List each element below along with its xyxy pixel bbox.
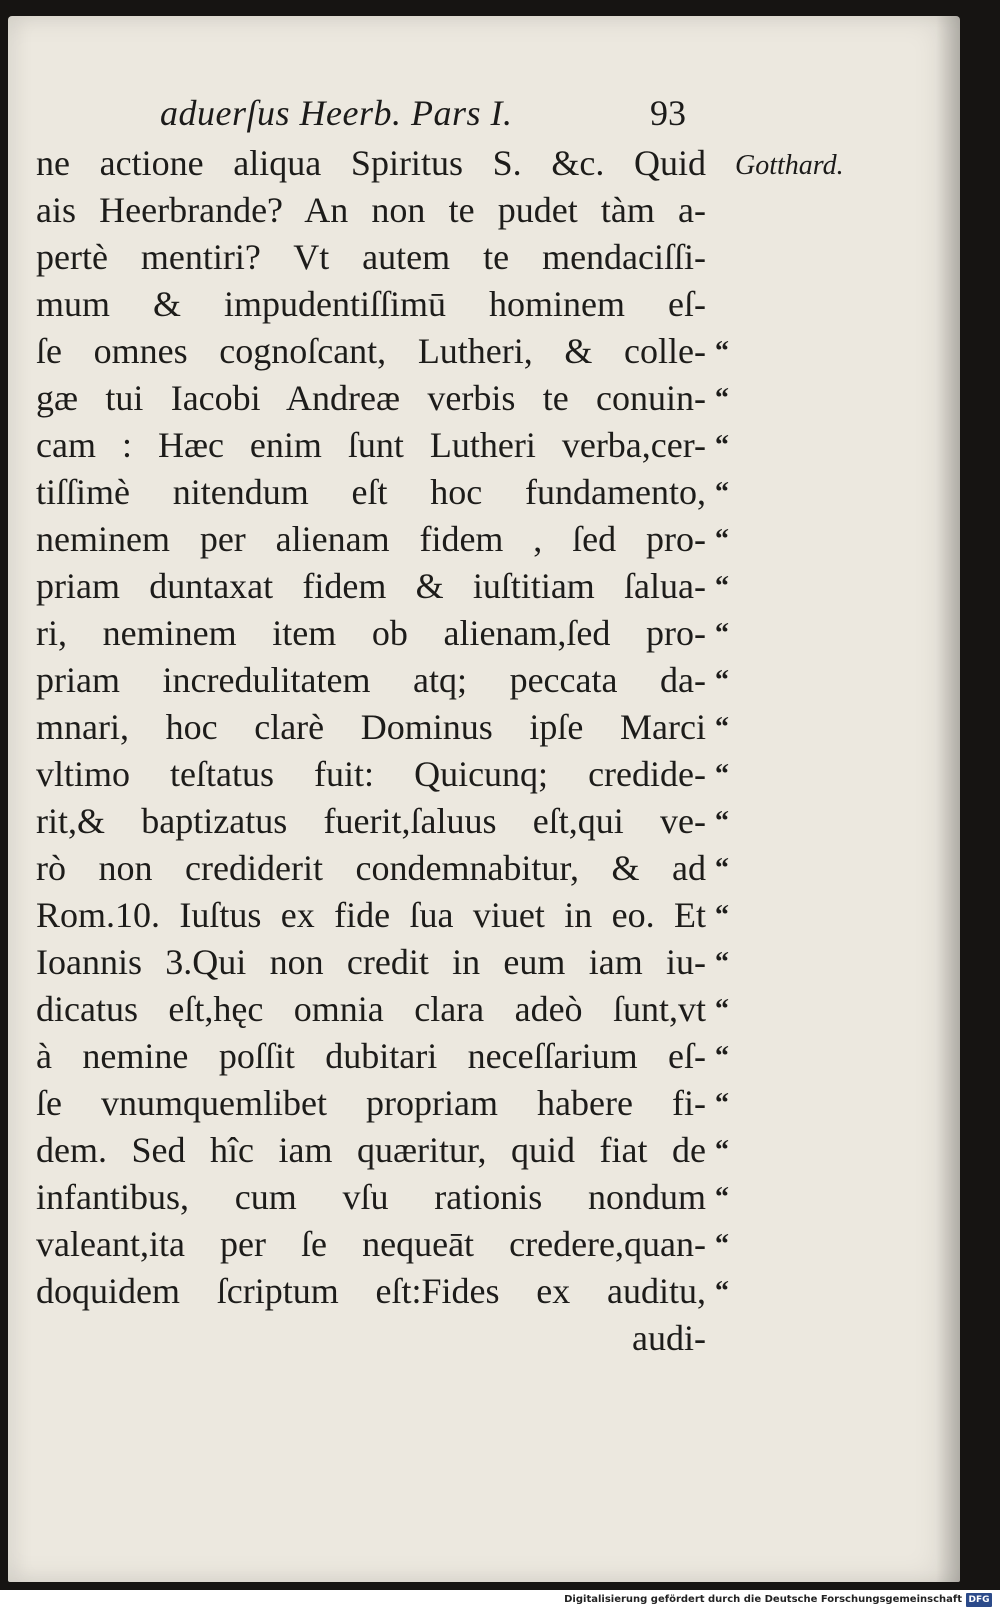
quotation-mark: “ [715, 383, 729, 414]
page-edge-shadow [936, 16, 960, 1582]
funding-credit: Digitalisierung gefördert durch die Deutsche Forschungsgemeinschaft [564, 1594, 962, 1605]
quotation-mark: “ [715, 1088, 729, 1119]
text-line: ri, neminem item ob alienam,ſed pro- [36, 613, 706, 653]
quotation-mark: “ [715, 571, 729, 602]
catchword: audi- [632, 1318, 706, 1358]
quotation-mark: “ [715, 618, 729, 649]
quotation-mark [715, 234, 755, 281]
text-line: infantibus, cum vſu rationis nondum [36, 1177, 706, 1217]
quotation-mark: “ [715, 665, 729, 696]
text-line: cam : Hæc enim ſunt Lutheri verba,cer- [36, 425, 706, 465]
text-line: rit,& baptizatus fuerit,ſaluus eſt,qui ve- [36, 801, 706, 841]
quotation-mark: “ [715, 1276, 729, 1307]
text-line: valeant,ita per ſe nequeāt credere,quan- [36, 1224, 706, 1264]
footer-bar [0, 1590, 1000, 1613]
text-line: rò non crediderit condemnabitur, & ad [36, 848, 706, 888]
quotation-mark: “ [715, 336, 729, 367]
quotation-marks-column [715, 140, 755, 1315]
page-number: 93 [650, 93, 686, 133]
quotation-mark [715, 140, 755, 187]
text-line: neminem per alienam fidem , ſed pro- [36, 519, 706, 559]
quotation-mark: “ [715, 712, 729, 743]
quotation-mark: “ [715, 524, 729, 555]
text-line: pertè mentiri? Vt autem te mendaciſſi- [36, 237, 706, 277]
body-text [36, 140, 706, 1362]
text-line: Rom.10. Iuſtus ex fide ſua viuet in eo. Et [36, 895, 706, 935]
running-title: aduerſus Heerb. Pars I. [160, 93, 513, 133]
quotation-mark: “ [715, 900, 729, 931]
quotation-mark: “ [715, 430, 729, 461]
text-line: Ioannis 3.Qui non credit in eum iam iu- [36, 942, 706, 982]
quotation-mark [715, 187, 755, 234]
quotation-mark: “ [715, 759, 729, 790]
quotation-mark: “ [715, 1229, 729, 1260]
text-line: ſe omnes cognoſcant, Lutheri, & colle- [36, 331, 706, 371]
quotation-mark: “ [715, 806, 729, 837]
text-line: priam incredulitatem atq; peccata da- [36, 660, 706, 700]
text-line: ſe vnumquemlibet propriam habere fi- [36, 1083, 706, 1123]
text-line: mnari, hoc clarè Dominus ipſe Marci [36, 707, 706, 747]
dfg-logo: DFG [966, 1593, 992, 1607]
quotation-mark: “ [715, 853, 729, 884]
text-line: priam duntaxat fidem & iuſtitiam ſalua- [36, 566, 706, 606]
text-line: ne actione aliqua Spiritus S. &c. Quid [36, 143, 706, 183]
quotation-mark: “ [715, 1041, 729, 1072]
text-line: ais Heerbrande? An non te pudet tàm a- [36, 190, 706, 230]
text-line: doquidem ſcriptum eſt:Fides ex auditu, [36, 1271, 706, 1311]
text-line: dem. Sed hîc iam quæritur, quid fiat de [36, 1130, 706, 1170]
quotation-mark: “ [715, 994, 729, 1025]
quotation-mark: “ [715, 1182, 729, 1213]
marginal-note: Gotthard. [735, 150, 844, 181]
text-line: vltimo teſtatus fuit: Quicunq; credide- [36, 754, 706, 794]
quotation-mark: “ [715, 947, 729, 978]
quotation-mark: “ [715, 477, 729, 508]
text-line: à nemine poſſit dubitari neceſſarium eſ- [36, 1036, 706, 1076]
text-line: gæ tui Iacobi Andreæ verbis te conuin- [36, 378, 706, 418]
text-line: mum & impudentiſſimū hominem eſ- [36, 284, 706, 324]
text-line: tiſſimè nitendum eſt hoc fundamento, [36, 472, 706, 512]
quotation-mark [715, 281, 755, 328]
text-line: dicatus eſt,hęc omnia clara adeò ſunt,vt [36, 989, 706, 1029]
quotation-mark: “ [715, 1135, 729, 1166]
